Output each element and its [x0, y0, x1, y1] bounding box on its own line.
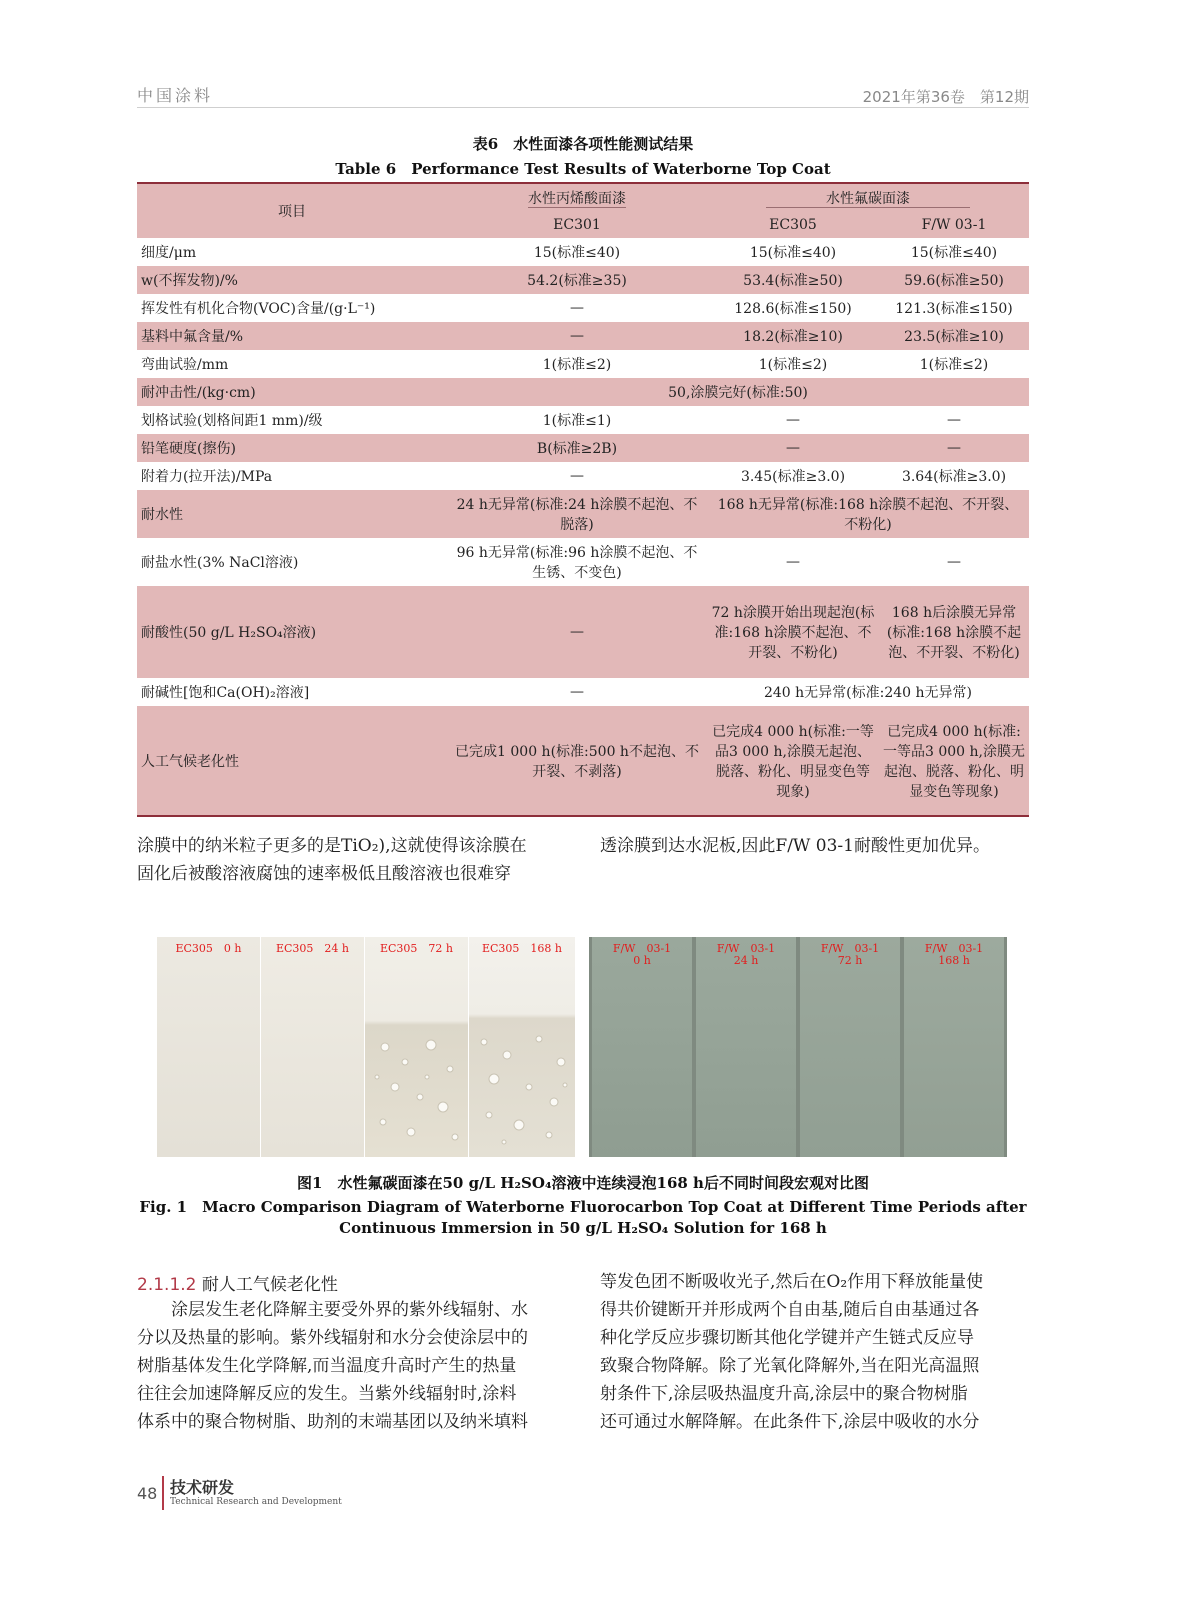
cell-fw: 168 h后涂膜无异常(标准:168 h涂膜不起泡、不开裂、不粉化) [886, 605, 1022, 661]
cell-ec305: — [786, 412, 800, 428]
row-item: 基料中氟含量/% [141, 329, 244, 345]
col-header-item: 项目 [278, 204, 306, 220]
panel-fw-168h [904, 937, 1004, 1157]
section-body-right [600, 1268, 983, 1436]
panel-label: F/W 03-1 24 h [716, 942, 776, 967]
cell-ec301: 已完成1 000 h(标准:500 h不起泡、不开裂、不剥落) [455, 743, 699, 780]
cell-fw: 121.3(标准≤150) [895, 301, 1013, 317]
panel-label: EC305 24 h [275, 942, 350, 955]
performance-table [137, 182, 1029, 817]
paragraph-line: 透涂膜到达水泥板,因此F/W 03-1耐酸性更加优异。 [600, 836, 990, 856]
cell-ec301: — [570, 624, 584, 640]
row-item: 弯曲试验/mm [141, 357, 229, 373]
cell-fw: 59.6(标准≥50) [904, 273, 1004, 289]
table-row [137, 490, 1029, 538]
cell-fw: 23.5(标准≥10) [904, 329, 1004, 345]
table-row [137, 678, 1029, 706]
cell-ec301: 15(标准≤40) [533, 245, 621, 261]
panel-label: F/W 03-1 168 h [924, 942, 984, 967]
panel-fw-24h [696, 937, 796, 1157]
section-title: 耐人工气候老化性 [201, 1275, 338, 1295]
section-heading [137, 1270, 338, 1295]
table-row [137, 406, 1029, 434]
row-item: 人工气候老化性 [141, 753, 239, 770]
page-number: 48 [137, 1484, 158, 1503]
paragraph-line: 得共价键断开并形成两个自由基,随后自由基通过各 [600, 1300, 980, 1320]
table-row [137, 294, 1029, 322]
issue-info: 2021年第36卷 第12期 [862, 88, 1029, 106]
row-item: 耐水性 [141, 507, 183, 523]
table-title-zh: 表6 水性面漆各项性能测试结果 [472, 135, 694, 153]
table-row [137, 266, 1029, 294]
cell-ec305: 128.6(标准≤150) [734, 301, 852, 317]
paragraph-line: 涂膜中的纳米粒子更多的是TiO₂),这就使得该涂膜在 [137, 836, 527, 856]
cell-ec301: — [570, 328, 584, 344]
cell-all: 50,涂膜完好(标准:50) [668, 385, 808, 401]
blister-texture [469, 937, 575, 1157]
cell-ec305: — [786, 554, 800, 570]
paragraph-line: 致聚合物降解。除了光氧化降解外,当在阳光高温照 [600, 1356, 980, 1376]
panel-label: F/W 03-1 72 h [820, 942, 880, 967]
section-body-left [137, 1296, 528, 1436]
paragraph-right [600, 832, 990, 860]
cell-ec301: 1(标准≤1) [542, 413, 612, 429]
panel-ec305-24h [261, 937, 364, 1157]
row-item: w(不挥发物)/% [141, 273, 238, 289]
photo-fw [589, 937, 1007, 1157]
figure-caption-zh: 图1 水性氟碳面漆在50 g/L H₂SO₄溶液中连续浸泡168 h后不同时间段宏观对比图 [297, 1174, 869, 1192]
table-row [137, 586, 1029, 678]
footer-section-en: Technical Research and Development [170, 1497, 342, 1507]
col-header-fw: F/W 03-1 [921, 217, 987, 233]
cell-ec305: 已完成4 000 h(标准:一等品3 000 h,涂膜无起泡、脱落、粉化、明显变色等现象) [712, 723, 874, 800]
table-row [137, 706, 1029, 816]
cell-fw: — [947, 554, 961, 570]
col-header-ec301: EC301 [553, 217, 601, 233]
cell-ec301: — [570, 300, 584, 316]
cell-ec305: — [786, 440, 800, 456]
header-rule [137, 107, 1029, 108]
row-item: 耐盐水性(3% NaCl溶液) [141, 555, 299, 571]
cell-ec301: 24 h无异常(标准:24 h涂膜不起泡、不脱落) [456, 497, 698, 533]
table-row [137, 434, 1029, 462]
table-row [137, 378, 1029, 406]
photo-ec305 [157, 937, 575, 1157]
cell-fluoro: 240 h无异常(标准:240 h无异常) [763, 685, 973, 701]
paragraph-line: 分以及热量的影响。紫外线辐射和水分会使涂层中的 [137, 1328, 528, 1348]
cell-ec305: 18.2(标准≥10) [743, 329, 843, 345]
blister-texture [365, 937, 468, 1157]
figure-caption-en: Fig. 1 Macro Comparison Diagram of Waterborne Fluorocarbon Top Coat at Different Time Periods after [139, 1198, 1027, 1216]
journal-name: 中国涂料 [137, 86, 214, 105]
panel-label: F/W 03-1 0 h [612, 942, 672, 967]
col-group-acrylic: 水性丙烯酸面漆 [528, 191, 626, 207]
table-row [137, 322, 1029, 350]
row-item: 细度/μm [141, 245, 197, 261]
figure-caption-en-cont: Continuous Immersion in 50 g/L H₂SO₄ Solution for 168 h [339, 1219, 827, 1237]
cell-ec305: 72 h涂膜开始出现起泡(标准:168 h涂膜不起泡、不开裂、不粉化) [711, 605, 875, 661]
panel-label: EC305 0 h [175, 942, 242, 955]
paragraph-line: 体系中的聚合物树脂、助剂的末端基团以及纳米填料 [137, 1412, 528, 1432]
paragraph-line: 等发色团不断吸收光子,然后在O₂作用下释放能量使 [600, 1272, 984, 1292]
panel-ec305-72h [365, 937, 468, 1157]
col-group-fluoro: 水性氟碳面漆 [766, 191, 970, 208]
cell-ec305: 15(标准≤40) [749, 245, 837, 261]
cell-ec305: 53.4(标准≥50) [743, 273, 843, 289]
cell-ec301: 1(标准≤2) [542, 357, 612, 373]
panel-ec305-0h [157, 937, 260, 1157]
panel-fw-0h [592, 937, 692, 1157]
cell-ec301: 96 h无异常(标准:96 h涂膜不起泡、不生锈、不变色) [456, 545, 698, 581]
cell-ec301: — [570, 468, 584, 484]
paragraph-line: 固化后被酸溶液腐蚀的速率极低且酸溶液也很难穿 [137, 864, 511, 884]
cell-fw: — [947, 412, 961, 428]
row-item: 附着力(拉开法)/MPa [141, 469, 273, 485]
cell-fw: 1(标准≤2) [919, 357, 989, 373]
cell-ec301: B(标准≥2B) [536, 441, 618, 457]
paragraph-line: 射条件下,涂层吸热温度升高,涂层中的聚合物树脂 [600, 1384, 968, 1404]
row-item: 铅笔硬度(擦伤) [141, 441, 236, 457]
panel-fw-72h [800, 937, 900, 1157]
cell-fw: 已完成4 000 h(标准:一等品3 000 h,涂膜无起泡、脱落、粉化、明显变色等现象) [883, 723, 1025, 800]
table-row [137, 538, 1029, 586]
paragraph-line: 种化学反应步骤切断其他化学键并产生链式反应导 [600, 1328, 974, 1348]
paragraph-line: 树脂基体发生化学降解,而当温度升高时产生的热量 [137, 1356, 517, 1376]
panel-label: EC305 168 h [481, 942, 563, 955]
cell-fluoro: 168 h无异常(标准:168 h涂膜不起泡、不开裂、不粉化) [717, 497, 1019, 533]
table-title-en: Table 6 Performance Test Results of Waterborne Top Coat [335, 160, 831, 178]
footer-divider [162, 1476, 164, 1510]
paragraph-line: 还可通过水解降解。在此条件下,涂层中吸收的水分 [600, 1412, 980, 1432]
row-item: 划格试验(划格间距1 mm)/级 [141, 413, 323, 429]
paragraph-line: 涂层发生老化降解主要受外界的紫外线辐射、水 [137, 1300, 528, 1320]
cell-ec301: 54.2(标准≥35) [527, 273, 627, 289]
panel-label: EC305 72 h [379, 942, 454, 955]
row-item: 挥发性有机化合物(VOC)含量/(g·L⁻¹) [141, 301, 376, 317]
cell-ec305: 1(标准≤2) [758, 357, 828, 373]
row-item: 耐酸性(50 g/L H₂SO₄溶液) [141, 625, 317, 641]
paragraph-left [137, 832, 527, 888]
row-item: 耐冲击性/(kg·cm) [141, 385, 256, 401]
section-number: 2.1.1.2 [137, 1275, 197, 1295]
col-header-ec305: EC305 [769, 217, 817, 233]
cell-fw: — [947, 440, 961, 456]
table-row [137, 462, 1029, 490]
cell-fw: 3.64(标准≥3.0) [901, 469, 1007, 485]
panel-ec305-168h [469, 937, 575, 1157]
paragraph-line: 往往会加速降解反应的发生。当紫外线辐射时,涂料 [137, 1384, 517, 1404]
cell-fw: 15(标准≤40) [910, 245, 998, 261]
table-row [137, 238, 1029, 266]
cell-ec301: — [570, 684, 584, 700]
footer-section-zh: 技术研发 [170, 1478, 235, 1497]
table-row [137, 350, 1029, 378]
row-item: 耐碱性[饱和Ca(OH)₂溶液] [141, 685, 310, 701]
cell-ec305: 3.45(标准≥3.0) [740, 469, 846, 485]
